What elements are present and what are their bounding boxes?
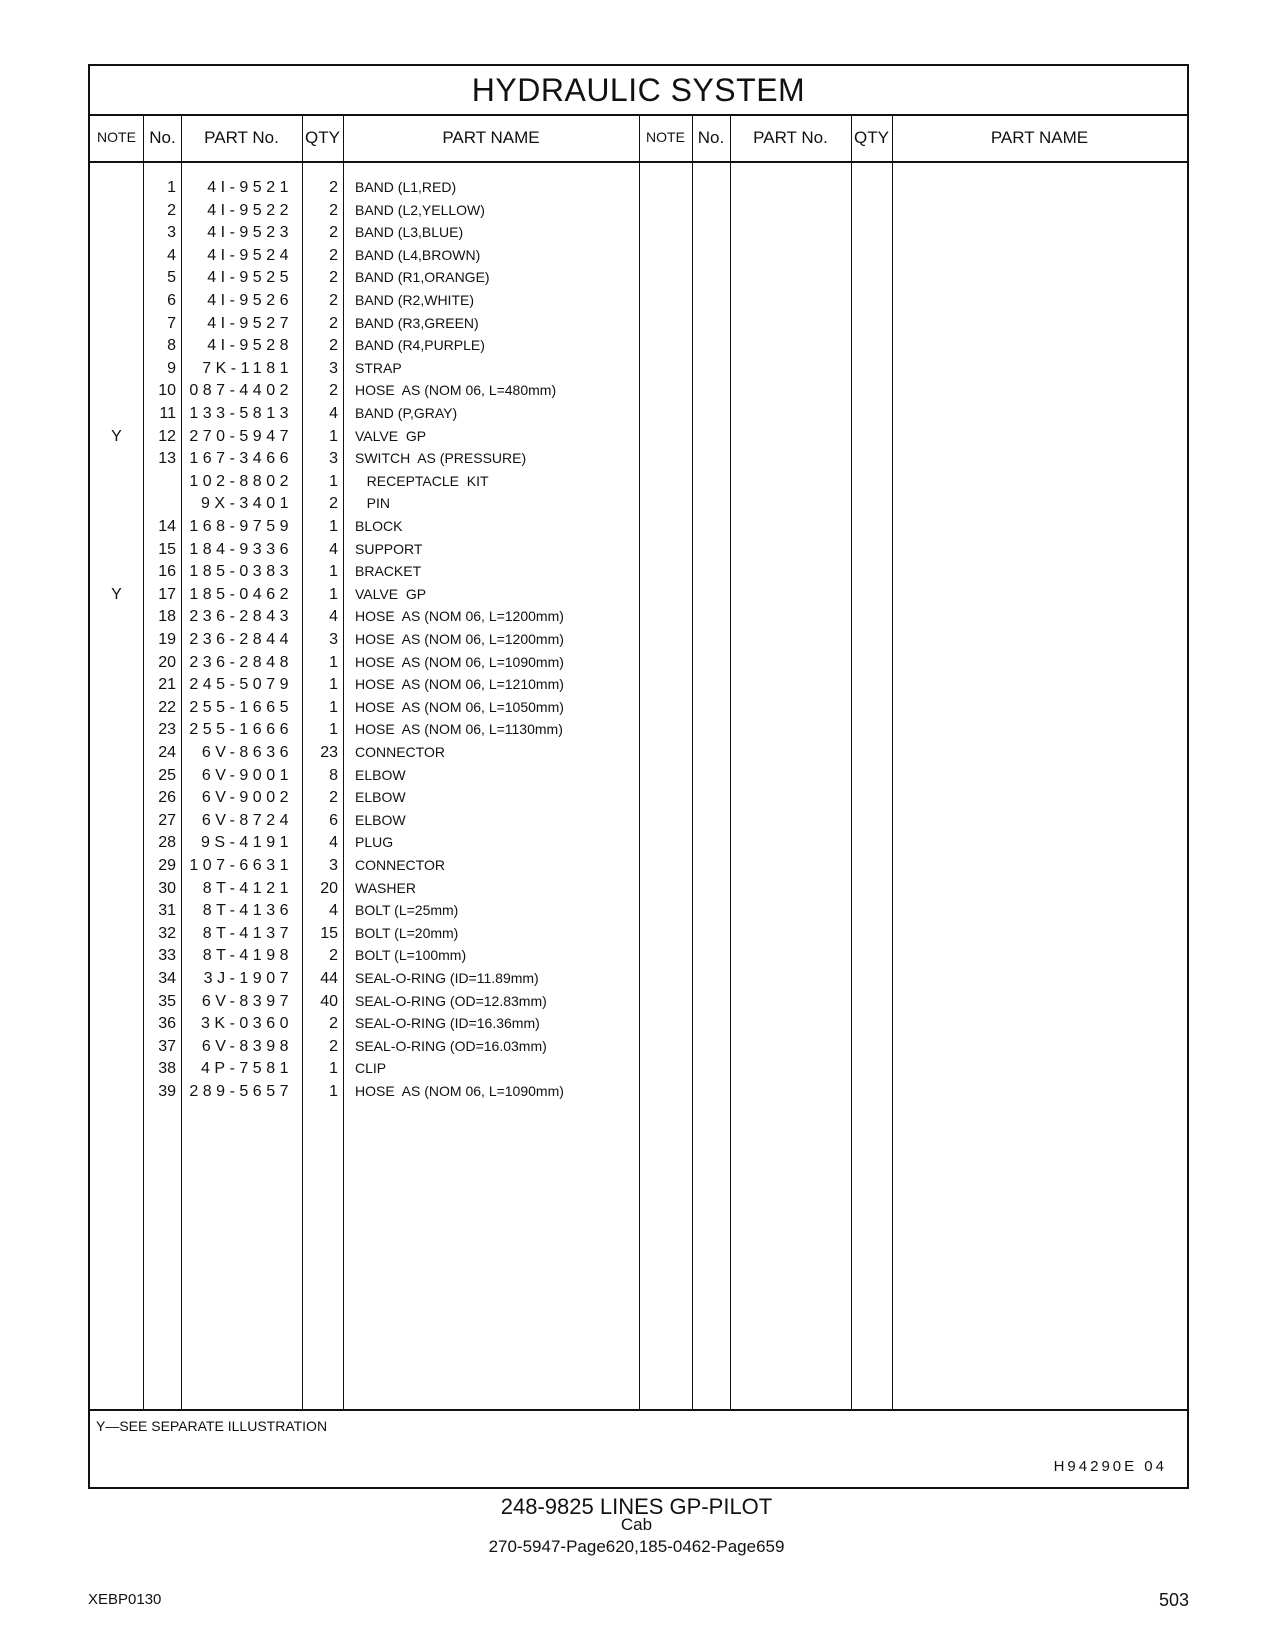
row-quantity: 1 <box>329 518 338 535</box>
table-row <box>90 447 1187 470</box>
table-row <box>90 741 1187 764</box>
row-number: 1 <box>167 179 176 196</box>
row-number: 28 <box>158 834 176 852</box>
table-row <box>90 266 1187 289</box>
row-part-name: BAND (R4,PURPLE) <box>355 337 485 354</box>
row-quantity: 2 <box>329 246 338 264</box>
row-part-number: 102-8802 <box>189 472 293 490</box>
row-quantity: 2 <box>329 1015 338 1033</box>
row-part-name: WASHER <box>355 879 416 896</box>
row-number: 19 <box>158 631 176 648</box>
col-no-header: No. <box>149 128 176 147</box>
row-quantity: 3 <box>329 857 338 874</box>
group-title: 248-9825 LINES GP-PILOT <box>500 1494 773 1519</box>
group-subtitle: Cab <box>620 1515 653 1534</box>
row-part-number: 4I-9525 <box>207 269 293 287</box>
row-quantity: 15 <box>320 924 338 942</box>
row-part-name: BLOCK <box>355 518 403 534</box>
row-part-number: 6V-8398 <box>201 1037 293 1055</box>
row-part-number: 087-4402 <box>189 382 293 400</box>
table-row <box>90 221 1187 244</box>
row-number: 38 <box>158 1060 176 1078</box>
row-quantity: 2 <box>329 947 338 965</box>
row-quantity: 8 <box>329 766 338 784</box>
document-code: H94290E 04 <box>1053 1458 1167 1475</box>
table-row <box>90 786 1187 809</box>
row-quantity: 2 <box>329 789 338 807</box>
row-number: 2 <box>167 201 176 219</box>
table-row <box>90 1080 1187 1103</box>
table-row <box>90 379 1187 402</box>
row-part-number: 6V-9002 <box>201 789 293 807</box>
table-row <box>90 809 1187 832</box>
row-quantity: 2 <box>329 337 338 355</box>
table-row <box>90 877 1187 900</box>
row-part-number: 4I-9526 <box>207 292 293 309</box>
row-part-number: 4I-9523 <box>207 224 293 242</box>
row-part-name: RECEPTACLE KIT <box>355 472 489 489</box>
row-part-name: HOSE AS (NOM 06, L=1210mm) <box>355 676 564 693</box>
row-part-number: 7K-1181 <box>202 359 293 377</box>
row-number: 18 <box>158 608 176 626</box>
row-quantity: 4 <box>329 405 338 422</box>
row-number: 37 <box>158 1037 176 1055</box>
row-part-name: PLUG <box>355 834 394 851</box>
row-quantity: 1 <box>329 585 338 603</box>
row-part-name: BOLT (L=100mm) <box>355 947 467 964</box>
row-part-name: BAND (R3,GREEN) <box>355 314 479 331</box>
page-number: 503 <box>1158 1590 1189 1610</box>
row-part-name: HOSE AS (NOM 06, L=1090mm) <box>355 1083 564 1099</box>
row-number: 9 <box>167 359 176 377</box>
row-part-name: STRAP <box>355 359 402 376</box>
row-part-number: 107-6631 <box>189 857 293 874</box>
row-quantity: 2 <box>329 224 338 242</box>
row-part-number: 270-5947 <box>189 427 293 445</box>
row-quantity: 2 <box>329 179 338 196</box>
row-part-name: BAND (R2,WHITE) <box>355 292 474 308</box>
row-number: 13 <box>158 450 176 468</box>
table-row <box>90 696 1187 719</box>
row-part-number: 185-0462 <box>189 585 293 603</box>
row-quantity: 1 <box>329 1060 338 1078</box>
row-quantity: 4 <box>329 540 338 558</box>
row-part-number: 8T-4136 <box>202 902 293 920</box>
row-part-number: 289-5657 <box>189 1083 293 1100</box>
row-part-number: 3J-1907 <box>203 970 293 987</box>
col-qty-header: QTY <box>305 128 340 147</box>
table-row <box>90 854 1187 877</box>
row-part-number: 255-1666 <box>189 721 293 739</box>
row-quantity: 1 <box>329 698 338 716</box>
cross-reference: 270-5947-Page620,185-0462-Page659 <box>488 1537 785 1556</box>
row-part-name: VALVE GP <box>355 585 427 602</box>
row-part-name: SEAL-O-RING (ID=16.36mm) <box>355 1015 540 1032</box>
row-part-number: 8T-4121 <box>202 879 293 897</box>
row-part-name: SEAL-O-RING (ID=11.89mm) <box>355 970 539 986</box>
table-row <box>90 990 1187 1013</box>
row-number: 16 <box>158 563 176 581</box>
col-note-header: NOTE <box>97 129 136 145</box>
row-part-number: 4I-9527 <box>207 314 293 332</box>
row-number: 30 <box>158 879 176 897</box>
row-part-name: BAND (R1,ORANGE) <box>355 269 490 286</box>
row-number: 26 <box>158 789 176 807</box>
row-number: 23 <box>158 721 176 739</box>
table-row <box>90 583 1187 606</box>
row-part-name: ELBOW <box>355 789 406 806</box>
row-number: 22 <box>158 698 176 716</box>
row-part-name: HOSE AS (NOM 06, L=1200mm) <box>355 631 564 647</box>
row-part-name: BRACKET <box>355 563 422 580</box>
row-part-number: 6V-8397 <box>201 992 293 1010</box>
row-part-number: 236-2843 <box>189 608 293 626</box>
row-part-name: SEAL-O-RING (OD=16.03mm) <box>355 1037 547 1054</box>
row-quantity: 1 <box>329 472 338 490</box>
row-part-number: 6V-9001 <box>201 766 293 784</box>
row-part-number: 4I-9528 <box>207 337 293 355</box>
table-row <box>90 402 1187 425</box>
table-row <box>90 944 1187 967</box>
row-number: 31 <box>158 902 176 920</box>
row-part-number: 9X-3401 <box>201 495 293 513</box>
row-number: 4 <box>167 246 176 264</box>
row-number: 21 <box>158 676 176 694</box>
table-row <box>90 628 1187 651</box>
row-part-name: HOSE AS (NOM 06, L=480mm) <box>355 382 557 399</box>
table-row <box>90 244 1187 267</box>
row-quantity: 1 <box>329 653 338 671</box>
row-number: 10 <box>158 382 176 400</box>
col-partno-header: PART No. <box>204 128 279 147</box>
row-quantity: 4 <box>329 608 338 626</box>
table-row <box>90 967 1187 990</box>
table-row <box>90 470 1187 493</box>
row-quantity: 2 <box>329 292 338 309</box>
row-part-name: BOLT (L=25mm) <box>355 902 459 919</box>
row-part-number: 236-2844 <box>189 631 293 648</box>
table-row <box>90 560 1187 583</box>
table-row <box>90 425 1187 448</box>
row-quantity: 4 <box>329 902 338 920</box>
row-number: 25 <box>158 766 176 784</box>
row-quantity: 1 <box>329 676 338 694</box>
row-number: 5 <box>167 269 176 287</box>
row-part-name: HOSE AS (NOM 06, L=1050mm) <box>355 698 564 715</box>
table-row <box>90 718 1187 741</box>
row-part-name: BAND (L3,BLUE) <box>355 224 464 241</box>
row-part-number: 133-5813 <box>189 405 293 422</box>
row-part-number: 255-1665 <box>189 698 293 716</box>
parts-table-frame <box>88 64 1189 1489</box>
row-part-number: 8T-4137 <box>202 924 293 942</box>
row-number: 27 <box>158 811 176 829</box>
col-partname-header: PART NAME <box>442 128 540 147</box>
table-row <box>90 651 1187 674</box>
row-part-name: PIN <box>355 495 391 512</box>
row-quantity: 40 <box>320 992 338 1010</box>
row-quantity: 2 <box>329 495 338 513</box>
row-part-number: 167-3466 <box>189 450 293 468</box>
row-number: 8 <box>167 337 176 355</box>
row-number: 35 <box>158 992 176 1010</box>
row-number: 3 <box>167 224 176 242</box>
table-row <box>90 176 1187 199</box>
row-part-name: BAND (P,GRAY) <box>355 405 458 421</box>
table-row <box>90 1057 1187 1080</box>
row-part-number: 4I-9522 <box>207 201 293 219</box>
col-partname-header-right: PART NAME <box>990 128 1089 147</box>
row-part-name: SWITCH AS (PRESSURE) <box>355 450 527 467</box>
row-number: 34 <box>158 970 176 987</box>
row-part-name: BAND (L1,RED) <box>355 179 457 195</box>
row-quantity: 3 <box>329 450 338 468</box>
row-part-number: 6V-8636 <box>201 744 293 761</box>
table-row <box>90 1035 1187 1058</box>
table-row <box>90 605 1187 628</box>
col-no-header-right: No. <box>697 128 725 147</box>
row-part-name: HOSE AS (NOM 06, L=1130mm) <box>355 721 563 738</box>
table-row <box>90 1012 1187 1035</box>
table-row <box>90 312 1187 335</box>
row-part-name: CONNECTOR <box>355 857 445 873</box>
row-number: 29 <box>158 857 176 874</box>
row-part-number: 184-9336 <box>189 540 293 558</box>
row-quantity: 2 <box>329 382 338 400</box>
row-part-number: 8T-4198 <box>202 947 293 965</box>
row-part-name: BAND (L4,BROWN) <box>355 246 481 263</box>
row-part-name: SEAL-O-RING (OD=12.83mm) <box>355 992 547 1009</box>
row-number: 15 <box>158 540 176 558</box>
table-row <box>90 199 1187 222</box>
row-quantity: 1 <box>329 563 338 581</box>
row-number: 33 <box>158 947 176 965</box>
row-quantity: 4 <box>329 834 338 852</box>
row-quantity: 20 <box>320 879 338 897</box>
row-part-number: 9S-4191 <box>201 834 293 852</box>
table-row <box>90 922 1187 945</box>
col-note-header-right: NOTE <box>646 129 685 145</box>
table-row <box>90 289 1187 312</box>
row-note: Y <box>111 585 122 603</box>
row-part-number: 3K-0360 <box>201 1015 293 1033</box>
row-part-number: 185-0383 <box>189 563 293 581</box>
row-number: 39 <box>158 1083 176 1100</box>
row-number: 32 <box>158 924 176 942</box>
table-row <box>90 492 1187 515</box>
row-quantity: 2 <box>329 201 338 219</box>
row-part-number: 236-2848 <box>189 653 293 671</box>
row-quantity: 2 <box>329 269 338 287</box>
table-row <box>90 764 1187 787</box>
row-part-name: HOSE AS (NOM 06, L=1200mm) <box>355 608 564 625</box>
row-part-number: 4I-9524 <box>207 246 293 264</box>
row-quantity: 23 <box>320 744 338 761</box>
table-row <box>90 538 1187 561</box>
row-note: Y <box>111 427 122 445</box>
row-quantity: 3 <box>329 631 338 648</box>
row-number: 7 <box>167 314 176 332</box>
table-row <box>90 357 1187 380</box>
row-part-name: CONNECTOR <box>355 744 445 760</box>
row-number: 6 <box>167 292 176 309</box>
row-part-number: 6V-8724 <box>201 811 293 829</box>
col-qty-header-right: QTY <box>854 128 889 147</box>
row-quantity: 44 <box>320 970 338 987</box>
row-part-name: VALVE GP <box>355 427 427 444</box>
row-part-name: BAND (L2,YELLOW) <box>355 201 485 218</box>
row-quantity: 2 <box>329 1037 338 1055</box>
row-part-number: 4I-9521 <box>207 179 293 196</box>
row-quantity: 6 <box>329 811 338 829</box>
row-part-name: HOSE AS (NOM 06, L=1090mm) <box>355 653 564 670</box>
table-row <box>90 515 1187 538</box>
row-part-number: 168-9759 <box>189 518 293 535</box>
row-part-name: SUPPORT <box>355 540 423 557</box>
table-row <box>90 673 1187 696</box>
row-quantity: 1 <box>329 721 338 739</box>
row-number: 24 <box>158 744 176 761</box>
row-quantity: 1 <box>329 1083 338 1100</box>
col-partno-header-right: PART No. <box>753 128 828 147</box>
row-part-name: ELBOW <box>355 766 406 783</box>
row-number: 20 <box>158 653 176 671</box>
row-quantity: 2 <box>329 314 338 332</box>
row-part-name: CLIP <box>355 1060 387 1077</box>
section-title: HYDRAULIC SYSTEM <box>90 66 1187 116</box>
row-part-number: 245-5079 <box>189 676 293 694</box>
table-row <box>90 899 1187 922</box>
row-part-number: 4P-7581 <box>201 1060 293 1078</box>
row-number: 11 <box>159 405 176 422</box>
row-number: 17 <box>158 585 176 603</box>
footnote: Y—SEE SEPARATE ILLUSTRATION <box>96 1418 328 1434</box>
row-quantity: 1 <box>329 427 338 445</box>
row-number: 14 <box>158 518 176 535</box>
table-row <box>90 831 1187 854</box>
footer-divider <box>90 1409 1187 1411</box>
row-quantity: 3 <box>329 359 338 377</box>
row-part-name: ELBOW <box>355 811 406 828</box>
row-number: 12 <box>158 427 176 445</box>
row-part-name: BOLT (L=20mm) <box>355 924 459 941</box>
table-row <box>90 334 1187 357</box>
row-number: 36 <box>158 1015 176 1033</box>
publication-id: XEBP0130 <box>88 1591 162 1608</box>
